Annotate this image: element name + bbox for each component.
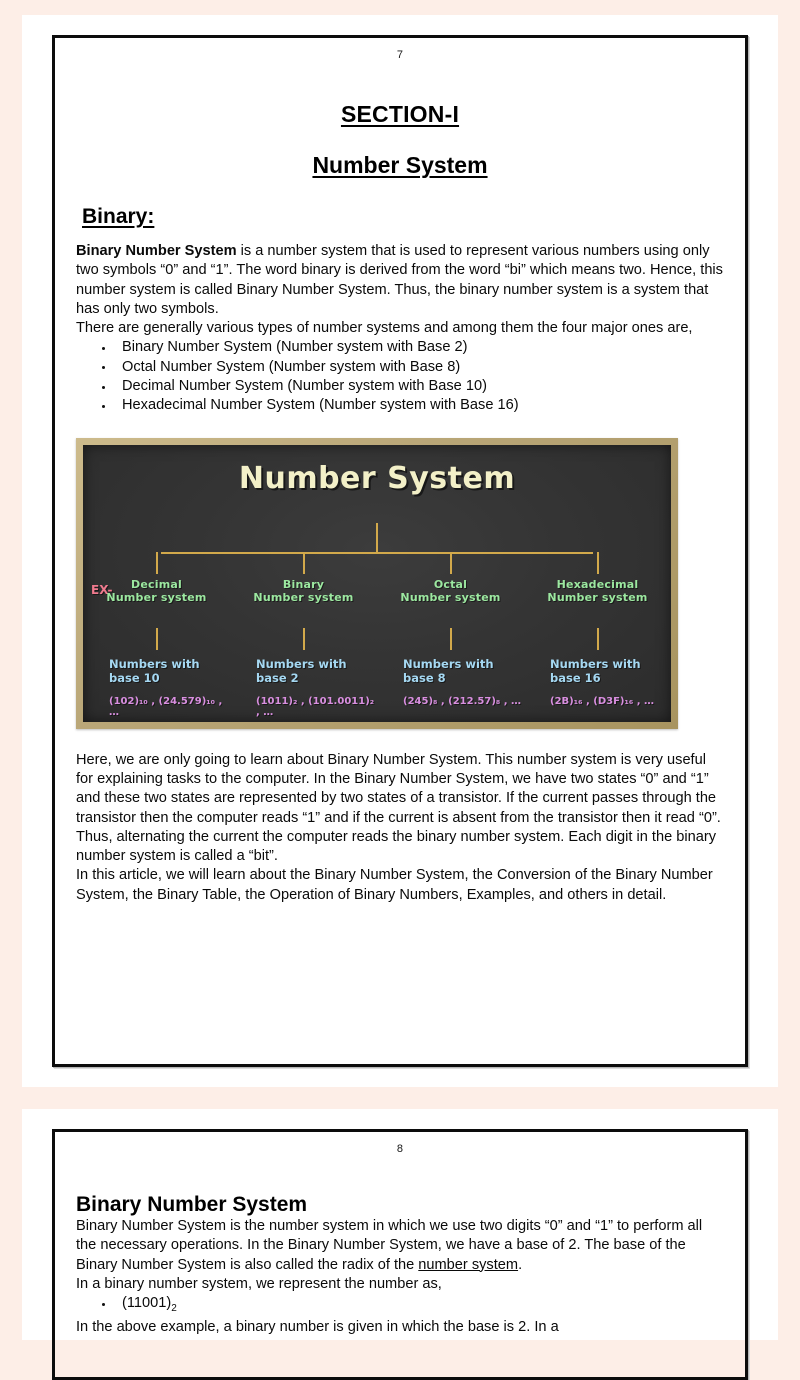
branch-connector-bottom [450,628,452,650]
branch-example: (2B)₁₆ , (D3F)₁₆ , … [550,695,654,707]
branch-base [377,657,524,685]
binary-example-base: 2 [171,1303,177,1315]
paragraph-article-overview: In this article, we will learn about the Binary Number System, the Conversion of the Binary Number System, the Binary Table, the Operation of Binary Numbers, Examples, and others in detail. [76,867,713,903]
branch-example: (1011)₂ , (101.0011)₂ , … [256,695,375,718]
chalkboard [83,445,671,722]
branch-example: (245)₈ , (212.57)₈ , … [403,695,522,707]
heading-binary-number-system: Binary Number System [76,1193,308,1216]
paragraph-representation: In a binary number system, we represent the number as, [76,1275,442,1292]
branch-name [230,578,377,604]
branch-name-line1: Binary [282,577,325,591]
branch-base-line2: base 8 [403,670,446,685]
branch-name-line2: Number system [106,590,207,604]
binary-example-list [76,1294,724,1318]
paragraph-binary-definition [76,242,724,319]
section-subtitle: Number System [312,152,488,178]
branch-connector-top [597,552,599,574]
branch-connector-top [303,552,305,574]
branch-name [83,578,230,604]
branch-base-line2: base 10 [109,670,160,685]
paragraph-text-part-a: Binary Number System is the number system in which we use two digits “0” and “1” to perform all the necessary operations. In the Binary Number System, we have a base of 2. The base of the Binary Number System is also called the radix of the [76,1218,703,1273]
branch-name-line2: Number system [400,590,501,604]
diagram-branch-binary [230,552,377,722]
branch-name-line1: Decimal [131,577,182,591]
paragraph-number-system-types: There are generally various types of number systems and among them the four major ones are, [76,320,693,337]
branch-base-line1: Numbers with [403,656,494,671]
branch-name [524,578,671,604]
document-page-8 [22,1109,778,1340]
list-item [100,1294,724,1318]
diagram-root-connector [376,523,378,553]
branch-name-line2: Number system [547,590,648,604]
list-item: Octal Number System (Number system with Base 8) [100,358,724,377]
branch-base-line2: base 16 [550,670,601,685]
document-viewport [0,15,800,1355]
branch-base [230,657,377,685]
branch-name-line2: Number system [253,590,354,604]
branch-name-line1: Octal [433,577,468,591]
diagram-branch-decimal [83,552,230,722]
branch-base-line2: base 2 [256,670,299,685]
branch-connector-top [156,552,158,574]
paragraph-binary-base [76,1217,724,1275]
number-system-list [76,338,724,415]
branch-connector-bottom [597,628,599,650]
branch-base-line1: Numbers with [109,656,200,671]
heading-binary: Binary: [82,205,155,228]
branch-name [377,578,524,604]
branch-name-line1: Hexadecimal [556,577,639,591]
list-item: Hexadecimal Number System (Number system with Base 16) [100,396,724,415]
page-number: 8 [396,1143,404,1155]
section-title: SECTION-I [340,101,460,127]
paragraph-lead-bold: Binary Number System [76,243,237,259]
paragraph-lead-rest: is a number system that is used to represent various numbers using only two symbols “0” and “1”. The word binary is derived from the word “bi” which means two. Hence, this number system is called Binary Number System. Thus, the binary number system is a system that has only two symbols. [76,243,723,317]
number-system-link[interactable]: number system [418,1256,519,1273]
branch-base-line1: Numbers with [256,656,347,671]
branch-base-line1: Numbers with [550,656,641,671]
branch-base [83,657,230,685]
list-item: Binary Number System (Number system with Base 2) [100,338,724,357]
example-label: EX- [91,582,113,597]
diagram-title: Number System [238,460,516,496]
diagram-columns [83,552,671,722]
branch-connector-bottom [303,628,305,650]
branch-connector-top [450,552,452,574]
paragraph-binary-states: Here, we are only going to learn about Binary Number System. This number system is very useful for explaining tasks to the computer. In the Binary Number System, we have two states “0” and “1” and these two states are represented by two states of a transistor. If the current passes through the transistor then the computer reads “1” and if the current is absent from the transistor then it read “0”. Thus, alternating the current the computer reads the binary number system. Each digit in the binary number system is called a “bit”. [76,751,721,865]
paragraph-example-explanation: In the above example, a binary number is given in which the base is 2. In a [76,1319,559,1336]
branch-connector-bottom [156,628,158,650]
branch-example: (102)₁₀ , (24.579)₁₀ , … [109,695,223,718]
page-separator [0,1087,800,1109]
number-system-diagram-figure [76,438,678,729]
list-item: Decimal Number System (Number system with Base 10) [100,377,724,396]
branch-base [524,657,671,685]
paragraph-text-part-b: . [518,1256,523,1273]
document-page-7 [22,15,778,1087]
binary-example-value: (11001) [122,1295,172,1312]
diagram-branch-octal [377,552,524,722]
page-number: 7 [396,49,404,61]
diagram-branch-hexadecimal [524,552,671,722]
